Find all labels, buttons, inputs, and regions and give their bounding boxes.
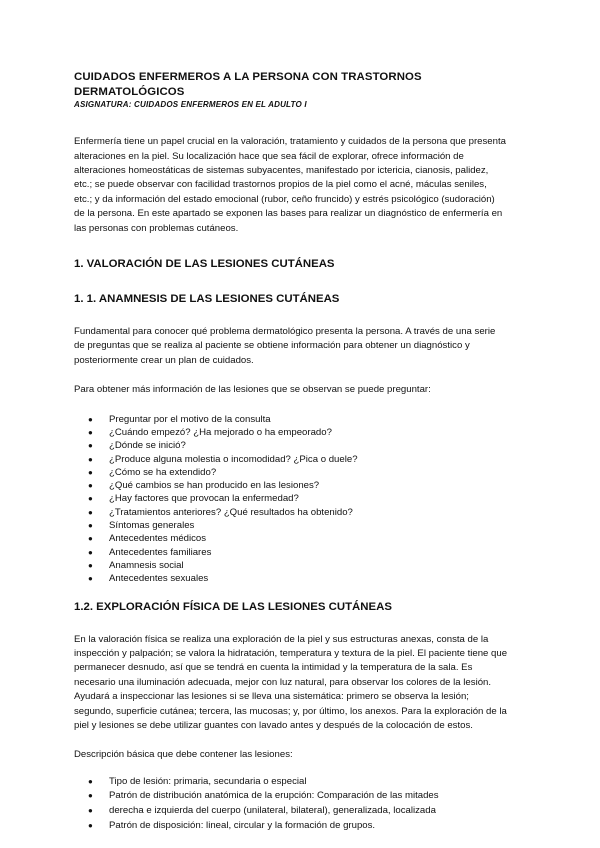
bullet-icon: ●: [88, 820, 93, 830]
bullet-icon: ●: [88, 791, 93, 801]
list-item-text: Anamnesis social: [109, 559, 184, 571]
exploracion-line: segundo, superficie cutánea; tercera, las mucosas; y, por último, los anexos. Para la exploración de la: [74, 705, 507, 717]
list-item-text: ¿Tratamientos anteriores? ¿Qué resultados ha obtenido?: [109, 506, 353, 518]
document-title: [74, 70, 530, 99]
list-item-text: ¿Cómo se ha extendido?: [109, 466, 217, 478]
intro-line: etc.; se puede observar con facilidad trastornos propios de la piel como el acné, máculas seniles,: [74, 179, 487, 191]
list-item-text: Antecedentes médicos: [109, 533, 207, 545]
list-item: [88, 775, 530, 790]
bullet-icon: ●: [88, 494, 93, 504]
exploracion-line: inspección y palpación; se valora la hidratación, temperatura y textura de la piel. El paciente tiene que: [74, 647, 508, 659]
anamnesis-question-list: [74, 413, 530, 586]
bullet-icon: ●: [88, 805, 93, 815]
bullet-icon: ●: [88, 414, 93, 424]
bullet-icon: ●: [88, 560, 93, 570]
list-item-text: ¿Dónde se inició?: [109, 440, 186, 452]
list-item-text: Patrón de distribución anatómica de la erupción: Comparación de las mitades: [109, 790, 439, 802]
bullet-icon: ●: [88, 521, 93, 531]
intro-paragraph: [74, 135, 530, 236]
bullet-icon: ●: [88, 547, 93, 557]
exploracion-paragraph: [74, 633, 530, 734]
bullet-icon: ●: [88, 427, 93, 437]
exploracion-line: Ayudará a inspeccionar las lesiones si se lleva una sistemática: primero se observa la lesión;: [74, 691, 469, 703]
bullet-icon: ●: [88, 534, 93, 544]
anamnesis-line: de preguntas que se realiza al paciente se obtiene información para obtener un diagnóstico y: [74, 340, 470, 352]
anamnesis-questions-intro: Para obtener más información de las lesiones que se observan se puede preguntar:: [74, 384, 431, 396]
list-item: [88, 559, 530, 572]
section-heading-valoracion: 1. VALORACIÓN DE LAS LESIONES CUTÁNEAS: [74, 258, 335, 271]
document-title-line-2: DERMATOLÓGICOS: [74, 85, 185, 98]
document-title-line-1: CUIDADOS ENFERMEROS A LA PERSONA CON TRASTORNOS: [74, 71, 422, 83]
bullet-icon: ●: [88, 481, 93, 491]
exploracion-line: piel y lesiones se debe utilizar guantes con lavado antes y después de la colocación de estos.: [74, 719, 473, 731]
lesion-description-list: [74, 775, 530, 833]
list-item-text: Antecedentes sexuales: [109, 573, 209, 585]
anamnesis-line: posteriormente crear un plan de cuidados.: [74, 354, 254, 366]
list-item: [88, 572, 530, 585]
list-item-text: Tipo de lesión: primaria, secundaria o especial: [109, 775, 307, 787]
list-item: [88, 439, 530, 452]
document-subject: ASIGNATURA: CUIDADOS ENFERMEROS EN EL ADULTO I: [74, 100, 307, 110]
intro-line: etc.; y da información del estado emocional (rubor, ceño fruncido) y estrés psicológico (sudoración): [74, 193, 495, 205]
section-heading-exploracion: 1.2. EXPLORACIÓN FÍSICA DE LAS LESIONES CUTÁNEAS: [74, 600, 392, 613]
bullet-icon: ●: [88, 467, 93, 477]
list-item: [88, 479, 530, 492]
list-item: [88, 492, 530, 505]
list-item-text: Patrón de disposición: lineal, circular y la formación de grupos.: [109, 819, 376, 831]
list-item: [88, 426, 530, 439]
list-item-text: ¿Hay factores que provocan la enfermedad?: [109, 493, 299, 505]
bullet-icon: ●: [88, 776, 93, 786]
list-item-text: ¿Produce alguna molestia o incomodidad? ¿Pica o duele?: [109, 453, 358, 465]
intro-line: alteraciones en la piel. Su localización hace que sea fácil de explorar, ofrece información de: [74, 150, 464, 162]
list-item-text: Preguntar por el motivo de la consulta: [109, 413, 271, 425]
list-item: [88, 532, 530, 545]
list-item: [88, 506, 530, 519]
list-item: [88, 546, 530, 559]
exploracion-line: necesario una iluminación adecuada, mejor con luz natural, para observar los colores de la lesión.: [74, 676, 492, 688]
list-item: [88, 819, 530, 834]
list-item-text: Antecedentes familiares: [109, 546, 212, 558]
bullet-icon: ●: [88, 507, 93, 517]
list-item: [88, 453, 530, 466]
intro-line: Enfermería tiene un papel crucial en la valoración, tratamiento y cuidados de la persona que presenta: [74, 136, 506, 148]
intro-line: alteraciones homeostáticas de sistemas subyacentes, manifestado por ictericia, cianosis, palidez,: [74, 165, 489, 176]
list-item-text: Síntomas generales: [109, 520, 195, 532]
list-item-text: derecha e izquierda del cuerpo (unilateral, bilateral), generalizada, localizada: [109, 804, 436, 816]
list-item: [88, 519, 530, 532]
intro-line: de la persona. En este apartado se exponen las bases para realizar un diagnóstico de enfermería en: [74, 208, 503, 220]
anamnesis-paragraph: [74, 325, 530, 368]
lesion-description-intro: Descripción básica que debe contener las lesiones:: [74, 749, 293, 761]
list-item-text: ¿Cuándo empezó? ¿Ha mejorado o ha empeorado?: [109, 426, 332, 438]
list-item: [88, 789, 530, 804]
exploracion-line: permanecer desnudo, así que se tendrá en cuenta la intimidad y la temperatura de la sala. Es: [74, 662, 473, 674]
bullet-icon: ●: [88, 441, 93, 451]
list-item-text: ¿Qué cambios se han producido en las lesiones?: [109, 480, 320, 492]
exploracion-line: En la valoración física se realiza una exploración de la piel y sus estructuras anexas, consta de la: [74, 633, 489, 645]
list-item: [88, 804, 530, 819]
anamnesis-line: Fundamental para conocer qué problema dermatológico presenta la persona. A través de una serie: [74, 326, 496, 338]
list-item: [88, 466, 530, 479]
section-heading-anamnesis: 1. 1. ANAMNESIS DE LAS LESIONES CUTÁNEAS: [74, 293, 340, 306]
bullet-icon: ●: [88, 454, 93, 464]
list-item: [88, 413, 530, 426]
intro-line: las personas con problemas cutáneos.: [74, 222, 239, 234]
bullet-icon: ●: [88, 574, 93, 584]
